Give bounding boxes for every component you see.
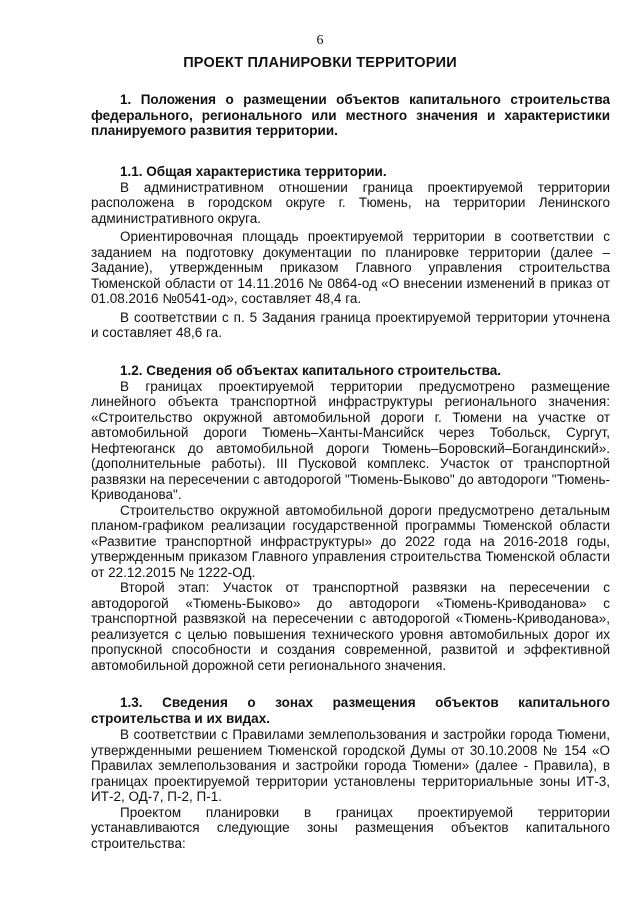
section-1-1-paragraph: Ориентировочная площадь проектируемой территории в соответствии с заданием на подготовку документации по планировке территории (далее – Задание), утвержденным приказом Главного управления строительства Тюменской области от 14.11.2016 № 0864-од «О внесении изменений в приказ от 01.08.2016 №0541-од», составляет 48,4 га. — [91, 229, 610, 306]
section-1-3-heading: 1.3. Сведения о зонах размещения объектов капитального строительства и их видах. — [91, 695, 610, 726]
section-1-2-paragraph: В границах проектируемой территории предусмотрено размещение линейного объекта транспортной инфраструктуры регионального значения: «Строительство окружной автомобильной дороги г. Тюмени на участке от автомобильной дороги Тюмень–Ханты-Мансийск через Тобольск, Сургут, Нефтеюганск до автомобильной дороги Тюмень–Боровский–Богандинский». (дополнительные работы). III Пусковой комплекс. Участок от транспортной развязки на пересечении с автодорогой "Тюмень-Быково" до автодороги "Тюмень-Криводанова". — [91, 378, 610, 502]
section-1-1-heading: 1.1. Общая характеристика территории. — [120, 163, 387, 179]
section-1-2-paragraph: Строительство окружной автомобильной дороги предусмотрено детальным планом-графиком реализации государственной программы Тюменской области «Развитие транспортной инфраструктуры» до 2022 года на 2016-2018 годы, утвержденным приказом Главного управления строительства Тюменской области от 22.12.2015 № 1222-ОД. — [91, 502, 610, 580]
document-body — [91, 92, 610, 851]
document-title: ПРОЕКТ ПЛАНИРОВКИ ТЕРРИТОРИИ — [183, 55, 457, 71]
page-number: 6 — [316, 33, 324, 48]
section-1-3-paragraph: В соответствии с Правилами землепользования и застройки города Тюмени, утвержденными решением Тюменской городской Думы от 30.10.2008 № 154 «О Правилах землепользования и застройки города Тюмени» (далее - Правила), в границах проектируемой территории установлены территориальные зоны ИТ-3, ИТ-2, ОД-7, П-2, П-1. — [91, 727, 610, 804]
section-1-heading: 1. Положения о размещении объектов капитального строительства федерального, регионального или местного значения и характеристики планируемого развития территории. — [91, 92, 610, 138]
section-1-2-paragraph: Второй этап: Участок от транспортной развязки на пересечении с автодорогой «Тюмень-Быково» до автодороги «Тюмень-Криводанова» с транспортной развязкой на пересечении с автодорогой «Тюмень-Криводанова», реализуется с целью повышения технического уровня автомобильных дорог их пропускной способности и создания современной, развитой и эффективной автомобильной дорожной сети регионального значения. — [91, 580, 610, 673]
section-1-1-paragraph: В соответствии с п. 5 Задания граница проектируемой территории уточнена и составляет 48,6 га. — [91, 309, 610, 340]
section-1-3-paragraph: Проектом планировки в границах проектируемой территории устанавливаются следующие зоны размещения объектов капитального строительства: — [91, 804, 610, 851]
section-1-2-heading: 1.2. Сведения об объектах капитального строительства. — [120, 362, 501, 378]
section-1-1-paragraph: В административном отношении граница проектируемой территории расположена в городском округе г. Тюмень, на территории Ленинского административного округа. — [91, 179, 610, 226]
